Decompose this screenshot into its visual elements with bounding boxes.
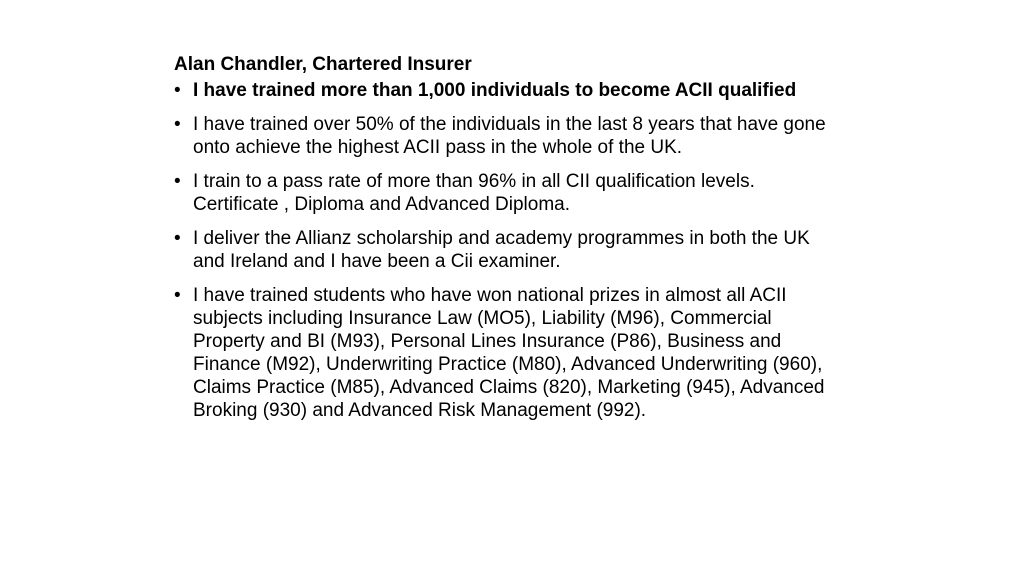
bullet-text: I train to a pass rate of more than 96% in all CII qualification levels. Certificate , Diploma and Advanced Diploma. [193, 171, 755, 215]
bullet-text: I have trained more than 1,000 individuals to become ACII qualified [193, 80, 797, 101]
slide-content [174, 53, 834, 433]
slide-title: Alan Chandler, Chartered Insurer [174, 54, 472, 75]
bullet-icon: • [174, 171, 181, 192]
bullet-icon: • [174, 114, 181, 135]
bullet-text: I deliver the Allianz scholarship and academy programmes in both the UK and Ireland and I have been a Cii examiner. [193, 228, 810, 272]
bullet-list [174, 79, 834, 422]
bullet-item [174, 170, 834, 216]
bullet-item [174, 227, 834, 273]
bullet-icon: • [174, 228, 181, 249]
bullet-icon: • [174, 285, 181, 306]
bullet-icon: • [174, 80, 181, 101]
bullet-text: I have trained students who have won national prizes in almost all ACII subjects including Insurance Law (MO5), Liability (M96), Commercial Property and BI (M93), Personal Lines Insurance (P86), Business and Finance (M92), Underwriting Practice (M80), Advanced Underwriting (960), Claims Practice (M85), Advanced Claims (820), Marketing (945), Advanced Broking (930) and Advanced Risk Management (992). [193, 285, 825, 421]
bullet-item [174, 79, 834, 102]
bullet-text: I have trained over 50% of the individuals in the last 8 years that have gone onto achieve the highest ACII pass in the whole of the UK. [193, 114, 826, 158]
bullet-item [174, 113, 834, 159]
bullet-item [174, 284, 834, 422]
